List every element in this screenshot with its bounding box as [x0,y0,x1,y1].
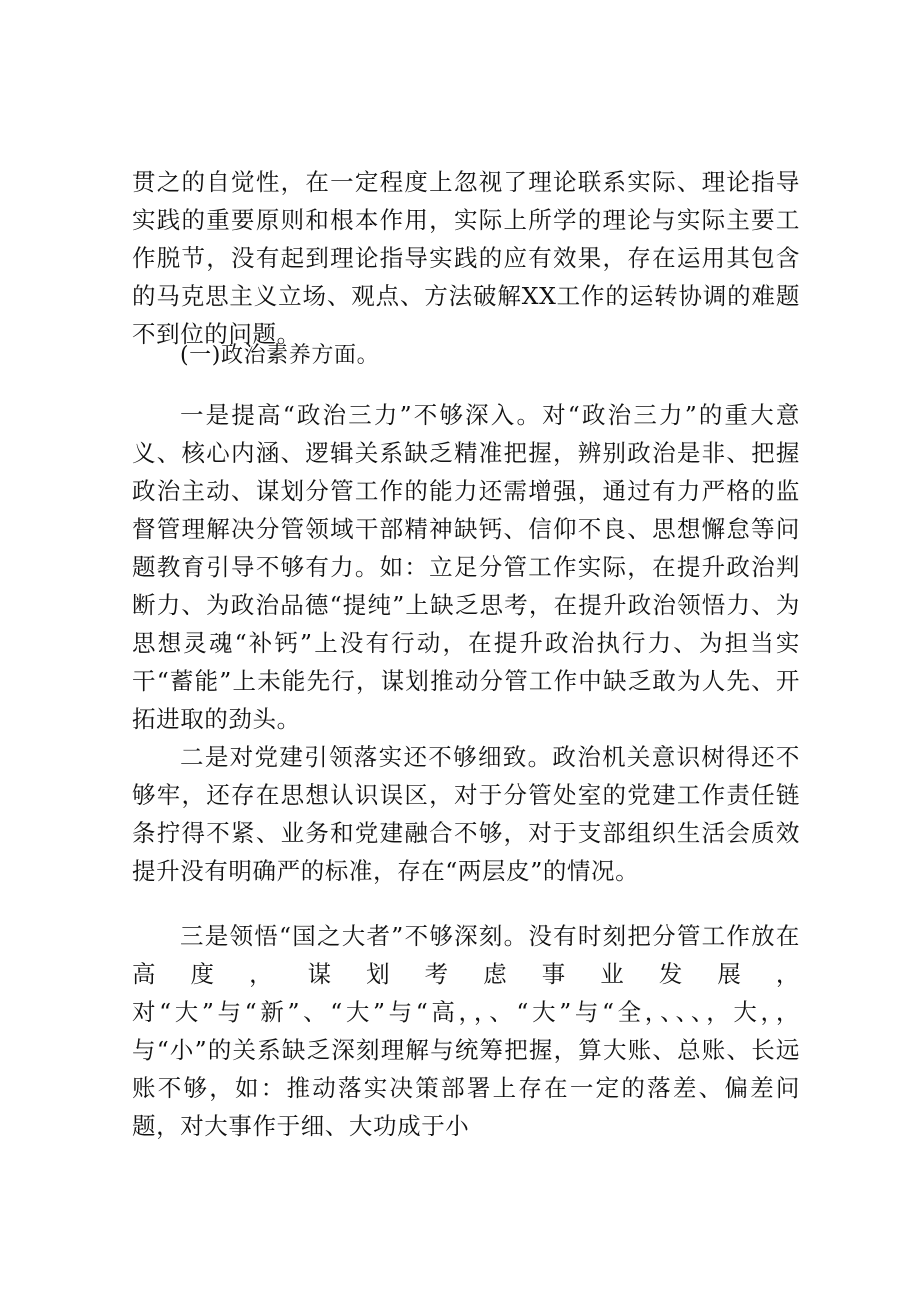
paragraph-national-priorities: 三是领悟“国之大者”不够深刻。没有时刻把分管工作放在高度，谋划考虑事业发展，对“大”与“新”、“大”与“高，，、“大”与“全，、、、，大，，与“小”的关系缺乏深刻理解与统筹把握，算大账、总账、长远账不够，如：推动落实决策部署上存在一定的落差、偏差问题，对大事作于细、大功成于小 [132,922,800,1140]
paragraph-political-three-abilities: 一是提高“政治三力”不够深入。对“政治三力”的重大意义、核心内涵、逻辑关系缺乏精准把握，辨别政治是非、把握政治主动、谋划分管工作的能力还需增强，通过有力严格的监督管理解决分管领域干部精神缺钙、信仰不良、思想懈怠等问题教育引导不够有力。如：立足分管工作实际，在提升政治判断力、为政治品德“提纯”上缺乏思考，在提升政治领悟力、为思想灵魂“补钙”上没有行动，在提升政治执行力、为担当实干“蓄能”上未能先行，谋划推动分管工作中缺乏敢为人先、开拓进取的劲头。 [132,401,800,733]
section-heading: (一)政治素养方面。 [180,343,380,368]
paragraph-party-building: 二是对党建引领落实还不够细致。政治机关意识树得还不够牢，还存在思想认识误区，对于分管处室的党建工作责任链条拧得不紧、业务和党建融合不够，对于支部组织生活会质效提升没有明确严的标准，存在“两层皮”的情况。 [132,743,800,885]
paragraph-continuation: 贯之的自觉性，在一定程度上忽视了理论联系实际、理论指导实践的重要原则和根本作用，实际上所学的理论与实际主要工作脱节，没有起到理论指导实践的应有效果，存在运用其包含的马克思主义立场、观点、方法破解XX工作的运转协调的难题不到位的问题。 [132,168,800,348]
